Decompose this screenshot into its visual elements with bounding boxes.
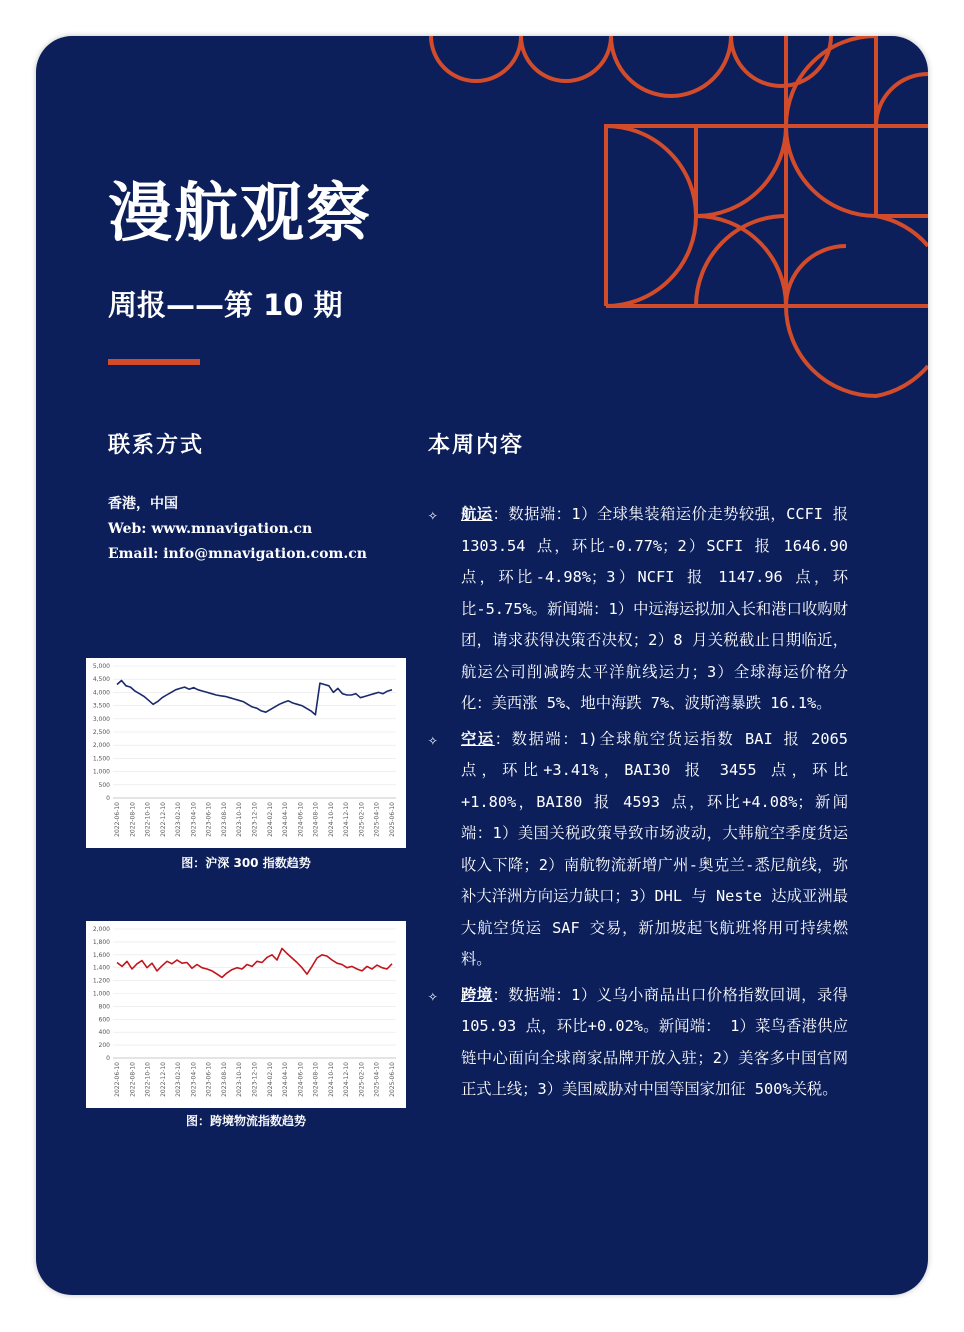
crossborder-chart	[86, 921, 406, 1108]
x-tick-label: 2023-04-10	[190, 802, 198, 837]
y-tick-label: 2,500	[92, 729, 110, 736]
x-tick-label: 2022-06-10	[114, 802, 121, 837]
y-tick-label: 1,600	[92, 951, 110, 959]
x-tick-label: 2024-12-10	[343, 802, 351, 837]
contact-email[interactable]: Email: info@mnavigation.com.cn	[108, 546, 367, 562]
x-tick-label: 2024-10-10	[327, 802, 335, 837]
y-tick-label: 1,000	[92, 768, 110, 776]
deco-arc	[786, 306, 928, 396]
deco-arc	[786, 126, 928, 216]
x-tick-label: 2022-12-10	[159, 1062, 167, 1097]
y-tick-label: 200	[98, 1042, 110, 1050]
weekly-heading: 本周内容	[428, 433, 525, 458]
x-tick-label: 2022-08-10	[129, 802, 137, 837]
x-tick-label: 2025-02-10	[358, 802, 366, 837]
series-line	[117, 948, 392, 977]
x-tick-label: 2023-04-10	[190, 1062, 198, 1097]
axis-group	[93, 926, 396, 1097]
x-tick-label: 2024-08-10	[312, 1062, 320, 1097]
deco-arc	[606, 126, 696, 306]
x-tick-label: 2023-08-10	[220, 1062, 228, 1097]
contact-location: 香港，中国	[108, 496, 178, 512]
diamond-star-icon: ✧	[428, 729, 438, 749]
x-tick-label: 2024-04-10	[282, 802, 290, 837]
x-tick-label: 2023-10-10	[236, 802, 244, 837]
y-tick-label: 600	[98, 1016, 110, 1024]
x-tick-label: 2022-12-10	[159, 802, 167, 837]
x-tick-label: 2025-06-10	[389, 802, 396, 837]
y-tick-label: 3,000	[92, 715, 110, 723]
chart1-caption: 图：沪深 300 指数趋势	[181, 856, 311, 870]
x-tick-label: 2024-02-10	[266, 1062, 274, 1097]
item-text-shipping: ：数据端：1）全球集装箱运价走势较强，CCFI 报 1303.54 点，环比-0.77%；2）SCFI 报 1646.90 点，环比-4.98%；3）NCFI 报 1147.96 点，环比-5.75%。新闻端：1）中远海运拟加入长和港口收购财团，请求获得决策否决权；2）8 月关税截止日期临近，航运公司削减跨太平洋航线运力；3）全球海运价格分化：美西涨 5%、地中海跌 7%、波斯湾暴跌 16.1%。	[461, 505, 848, 712]
contact-web[interactable]: Web: www.mnavigation.cn	[108, 521, 313, 537]
csi300-chart	[86, 658, 406, 848]
x-tick-label: 2024-06-10	[297, 1062, 305, 1097]
y-tick-label: 0	[106, 1055, 110, 1062]
x-tick-label: 2022-10-10	[144, 802, 152, 837]
x-tick-label: 2025-04-10	[373, 1062, 381, 1097]
x-tick-label: 2025-04-10	[373, 802, 381, 837]
x-tick-label: 2023-06-10	[205, 802, 213, 837]
x-tick-label: 2023-10-10	[236, 1062, 244, 1097]
accent-rule	[108, 359, 200, 365]
y-tick-label: 1,000	[92, 990, 110, 998]
deco-arc	[876, 74, 928, 126]
deco-arc	[786, 246, 846, 306]
y-tick-label: 0	[106, 795, 110, 802]
x-tick-label: 2023-06-10	[205, 1062, 213, 1097]
x-tick-label: 2025-02-10	[358, 1062, 366, 1097]
diamond-star-icon: ✧	[428, 505, 438, 524]
deco-arc	[521, 36, 611, 81]
x-tick-label: 2022-08-10	[129, 1062, 137, 1097]
item-text-crossborder: ：数据端：1）义乌小商品出口价格指数回调，录得 105.93 点，环比+0.02%。新闻端： 1）菜鸟香港供应链中心面向全球商家品牌开放入驻；2）美客多中国官网正式上线；3）美国威胁对中国等国家加征 500%关税。	[461, 985, 848, 1098]
contact-info	[108, 492, 367, 567]
y-tick-label: 500	[98, 781, 110, 789]
y-tick-label: 2,000	[92, 926, 110, 933]
x-tick-label: 2023-12-10	[251, 802, 259, 837]
deco-arc	[876, 216, 928, 246]
y-tick-label: 800	[98, 1003, 110, 1011]
x-tick-label: 2022-10-10	[144, 1062, 152, 1097]
deco-arc	[696, 126, 786, 216]
y-tick-label: 1,400	[92, 964, 110, 972]
list-item	[428, 724, 848, 976]
x-tick-label: 2023-02-10	[175, 1062, 183, 1097]
diamond-star-icon: ✧	[428, 985, 438, 1005]
series-line	[117, 681, 392, 715]
page-title: 漫航观察	[108, 177, 372, 251]
x-tick-label: 2023-02-10	[175, 802, 183, 837]
list-item	[428, 980, 848, 1106]
item-label-shipping: 航运	[461, 505, 493, 523]
deco-arc	[606, 126, 696, 306]
y-tick-label: 1,200	[92, 977, 110, 985]
x-tick-label: 2022-06-10	[114, 1062, 121, 1097]
y-tick-label: 5,000	[92, 663, 110, 670]
x-tick-label: 2024-06-10	[297, 802, 305, 837]
x-tick-label: 2024-10-10	[327, 1062, 335, 1097]
brochure-card	[36, 36, 928, 1295]
x-tick-label: 2023-08-10	[220, 802, 228, 837]
y-tick-label: 3,500	[92, 702, 110, 710]
x-tick-label: 2023-12-10	[251, 1062, 259, 1097]
y-tick-label: 4,000	[92, 689, 110, 697]
deco-arc	[786, 36, 876, 126]
deco-arc	[431, 36, 521, 81]
item-label-air: 空运	[461, 729, 495, 748]
x-tick-label: 2025-06-10	[389, 1062, 396, 1097]
contact-heading: 联系方式	[108, 433, 205, 458]
y-tick-label: 1,800	[92, 938, 110, 946]
issue-subtitle: 周报——第 10 期	[108, 288, 343, 322]
x-tick-label: 2024-02-10	[266, 802, 274, 837]
weekly-content	[428, 499, 848, 1110]
y-tick-label: 400	[98, 1029, 110, 1037]
axis-group	[93, 663, 396, 837]
item-text-air: ：数据端：1)全球航空货运指数 BAI 报 2065 点，环比+3.41%，BAI30 报 3455 点，环比+1.80%，BAI80 报 4593 点，环比+4.08%；新闻端：1）美国关税政策导致市场波动，大韩航空季度货运收入下降；2）南航物流新增广州-奥克兰-悉尼航线，弥补大洋洲方向运力缺口；3）DHL 与 Neste 达成亚洲最大航空货运 SAF 交易，新加坡起飞航班将用可持续燃料。	[461, 729, 848, 968]
y-tick-label: 4,500	[92, 676, 110, 684]
x-tick-label: 2024-12-10	[343, 1062, 351, 1097]
y-tick-label: 1,500	[92, 755, 110, 763]
chart2-caption: 图：跨境物流指数趋势	[185, 1114, 306, 1128]
item-label-crossborder: 跨境	[461, 985, 493, 1004]
x-tick-label: 2024-08-10	[312, 802, 320, 837]
x-tick-label: 2024-04-10	[282, 1062, 290, 1097]
y-tick-label: 2,000	[92, 742, 110, 750]
deco-arc	[611, 36, 731, 96]
list-item	[428, 499, 848, 720]
